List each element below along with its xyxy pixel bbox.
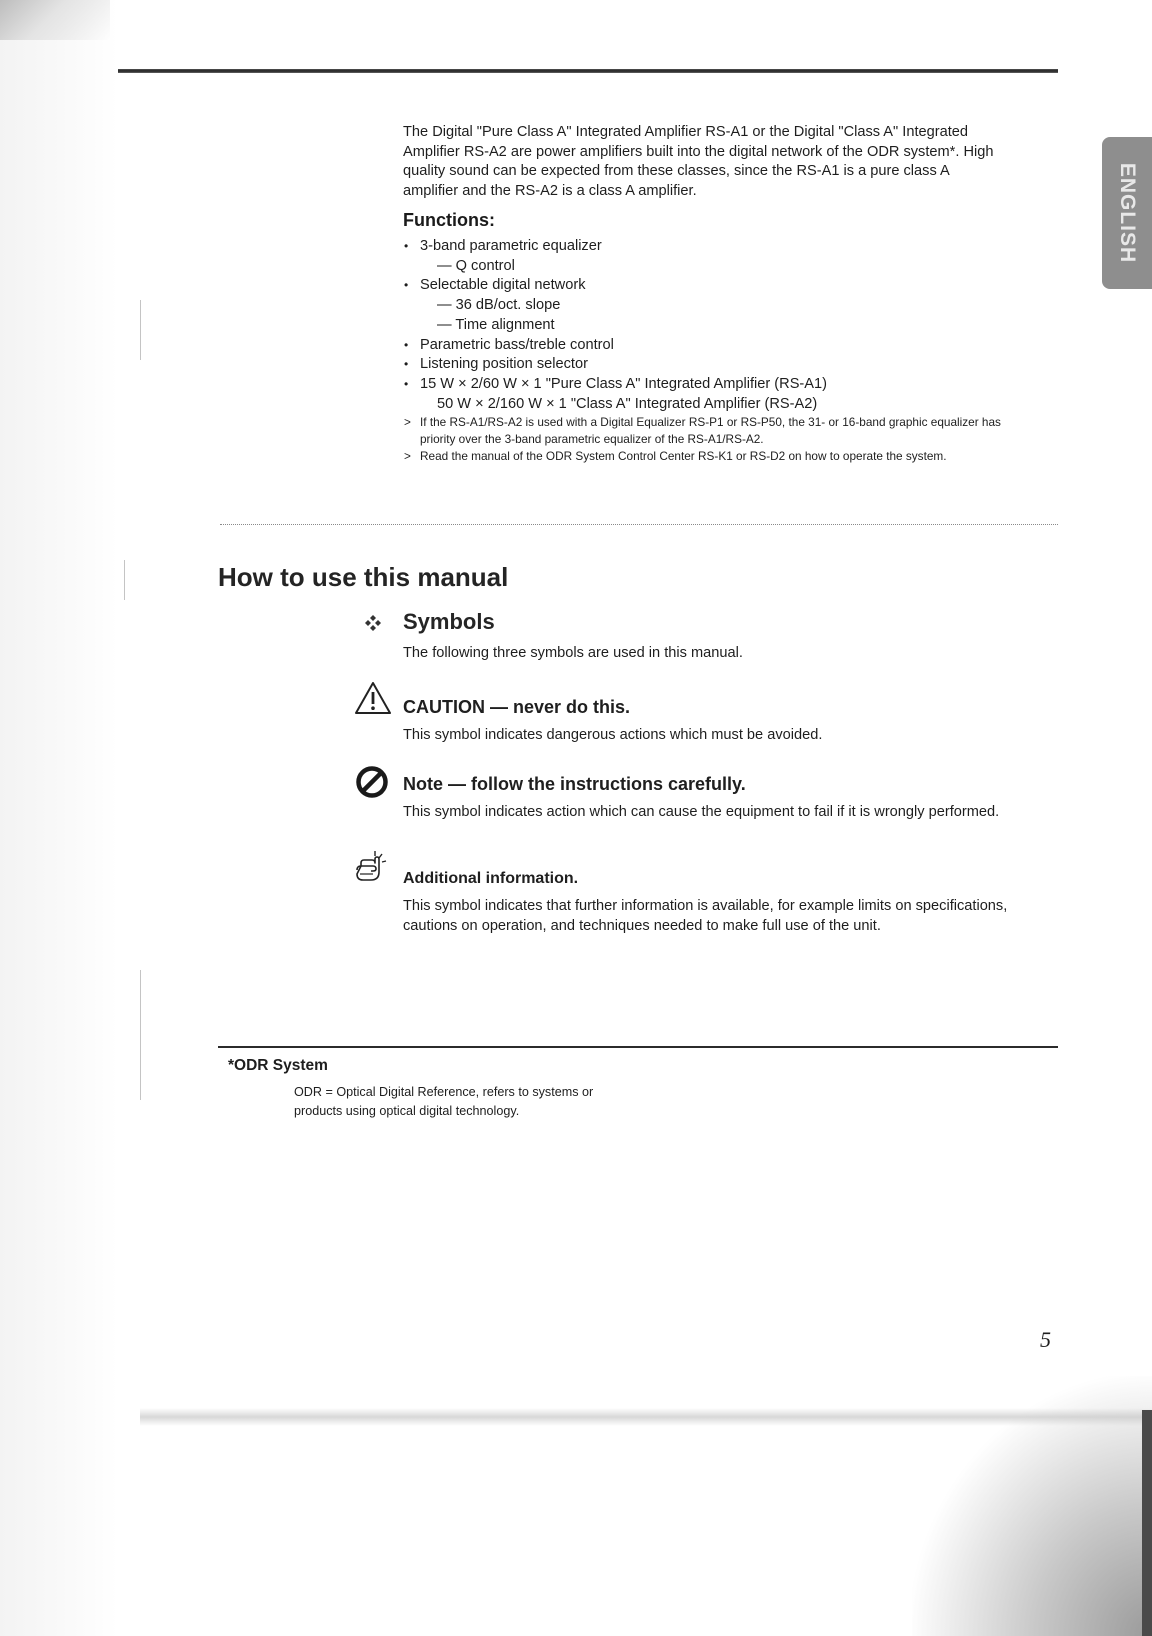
note-item: > If the RS-A1/RS-A2 is used with a Digital Equalizer RS-P1 or RS-P50, the 31- or 16-band graphic equalizer has priority over the 3-band parametric equalizer of the RS-A1/RS-A2. [403,414,1023,448]
scan-shadow-corner-bottom [912,1376,1152,1636]
note-item: > Read the manual of the ODR System Control Center RS-K1 or RS-D2 on how to operate the system. [403,448,1023,465]
page-number: 5 [1040,1327,1051,1352]
function-subitem: — Time alignment [437,316,555,333]
footnote-text: ODR = Optical Digital Reference, refers to systems or products using optical digital technology. [294,1085,594,1118]
section-title: How to use this manual [218,562,509,592]
language-tab-label: ENGLISH [1116,162,1139,264]
caution-description: This symbol indicates dangerous actions which must be avoided. [403,727,823,743]
symbols-heading: Symbols [403,609,495,634]
margin-mark [140,970,141,1100]
footnote-title: *ODR System [228,1057,328,1074]
function-subitem: — 36 dB/oct. slope [437,297,561,314]
diamond-bullet-icon [362,612,384,634]
scan-shadow-left [0,0,118,1636]
section-divider [220,524,1058,525]
header-rule [118,69,1058,73]
function-item [403,355,1023,375]
function-item-label: Listening position selector [420,356,588,373]
language-tab [1102,137,1152,289]
margin-mark [124,560,125,600]
function-item [403,375,1023,414]
note-description: This symbol indicates action which can cause the equipment to fail if it is wrongly performed. [403,804,1000,820]
function-item-label: 15 W × 2/60 W × 1 "Pure Class A" Integrated Amplifier (RS-A1) [420,375,827,392]
function-item-label: Selectable digital network [420,277,586,294]
function-subitem: — Q control [437,257,515,274]
prohibition-icon [355,765,389,799]
info-title: Additional information. [403,870,579,887]
intro-paragraph: The Digital "Pure Class A" Integrated Amplifier RS-A1 or the Digital "Class A" Integrated Amplifier RS-A2 are power amplifiers built into the digital network of the ODR system*. High quality sound can be expected from these classes, since the RS-A1 is a pure class A amplifier and the RS-A2 is a class A amplifier. [403,124,994,199]
function-item-label: Parametric bass/treble control [420,336,614,353]
function-item [403,276,1023,335]
note-title: Note — follow the instructions carefully. [403,774,746,794]
scan-shadow-corner [0,0,110,40]
caution-triangle-icon [354,680,392,716]
symbols-description: The following three symbols are used in this manual. [403,645,743,661]
functions-list [403,237,1023,414]
function-item [403,336,1023,356]
functions-notes [403,414,1023,465]
footnote-rule [218,1046,1058,1048]
function-subitem: 50 W × 2/160 W × 1 "Class A" Integrated Amplifier (RS-A2) [437,395,818,412]
function-item-label: 3-band parametric equalizer [420,238,602,254]
function-item [403,237,1023,276]
functions-heading: Functions: [403,210,495,230]
margin-mark [140,300,141,360]
caution-title: CAUTION — never do this. [403,697,631,717]
scan-edge-right [1142,1410,1152,1636]
pointing-hand-icon [351,848,393,890]
info-description: This symbol indicates that further information is available, for example limits on specifications, cautions on operation, and techniques needed to make full use of the unit. [403,898,1008,934]
